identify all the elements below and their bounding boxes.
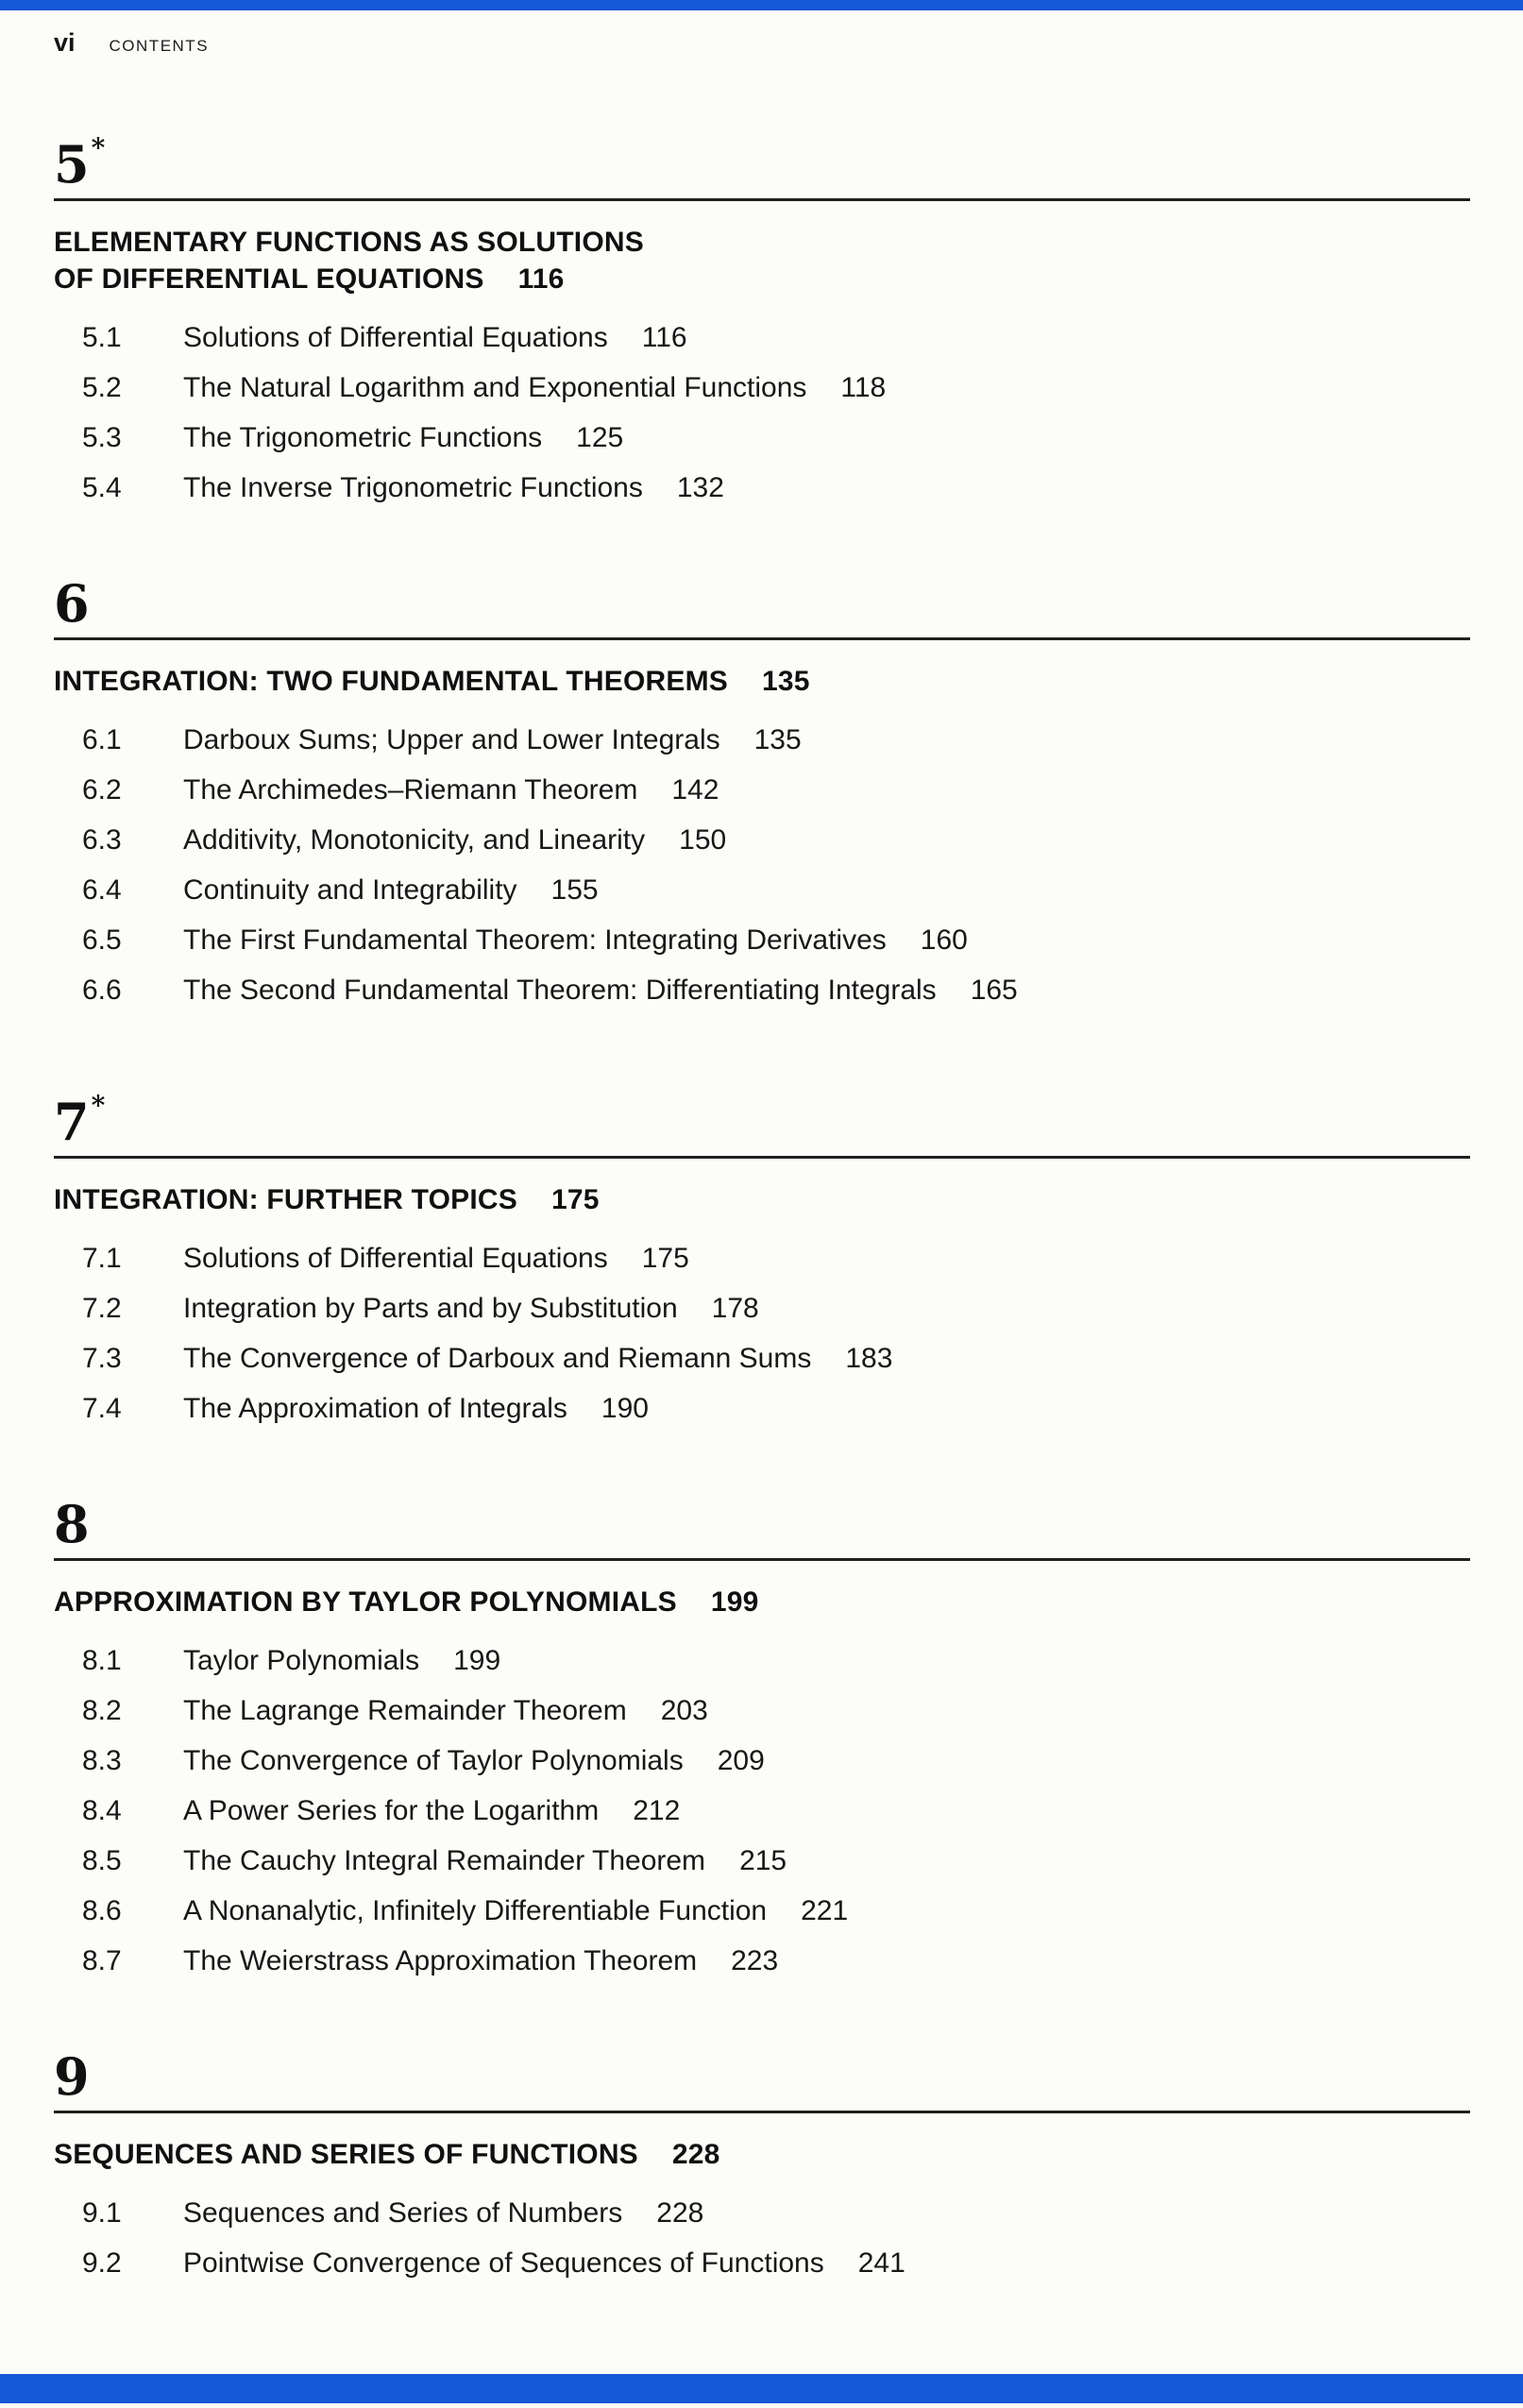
section-list — [82, 1233, 1470, 1433]
section-number: 6.2 — [82, 773, 122, 805]
chapter-star-mark: * — [91, 1089, 106, 1121]
section-row — [82, 1786, 1470, 1836]
section-number: 8.3 — [82, 1744, 122, 1776]
scan-artifact-bar-bottom — [0, 2374, 1523, 2403]
section-title: The Convergence of Darboux and Riemann Sums 183 — [183, 1342, 893, 1374]
chapter-title-line: INTEGRATION: FURTHER TOPICS 175 — [54, 1183, 600, 1215]
section-page-number: 215 — [739, 1844, 787, 1876]
section-page-number: 203 — [660, 1694, 708, 1726]
section-list — [82, 715, 1470, 1015]
section-number: 7.2 — [82, 1292, 122, 1324]
section-page-number: 116 — [641, 321, 687, 353]
chapter-number: 6 — [54, 572, 90, 634]
section-title: Solutions of Differential Equations 175 — [183, 1242, 689, 1274]
section-number: 6.1 — [82, 723, 122, 755]
chapter-page-number: 135 — [762, 665, 810, 697]
chapter-title-line: APPROXIMATION BY TAYLOR POLYNOMIALS 199 — [54, 1586, 759, 1618]
section-page-number: 118 — [840, 371, 887, 403]
chapter-list — [54, 122, 1470, 2288]
section-row — [82, 413, 1470, 463]
chapter-rule — [54, 1156, 1470, 1159]
section-number: 7.4 — [82, 1392, 122, 1424]
section-row — [82, 1233, 1470, 1283]
section-number: 6.3 — [82, 823, 122, 856]
section-page-number: 190 — [601, 1392, 649, 1424]
section-row — [82, 1686, 1470, 1736]
section-page-number: 150 — [679, 823, 727, 856]
section-row — [82, 1836, 1470, 1886]
section-number: 6.5 — [82, 924, 122, 956]
section-title: Darboux Sums; Upper and Lower Integrals 135 — [183, 723, 802, 755]
section-title: The Approximation of Integrals 190 — [183, 1392, 649, 1424]
chapter-block — [54, 572, 1470, 1015]
section-row — [82, 915, 1470, 965]
section-page-number: 175 — [641, 1242, 689, 1274]
section-title: Pointwise Convergence of Sequences of Functions 241 — [183, 2247, 905, 2279]
section-number: 8.1 — [82, 1644, 122, 1676]
chapter-rule — [54, 1558, 1470, 1561]
section-title: The Natural Logarithm and Exponential Functions 118 — [183, 371, 887, 403]
section-page-number: 223 — [731, 1944, 779, 1976]
section-row — [82, 1886, 1470, 1936]
section-number: 5.2 — [82, 371, 122, 403]
section-list — [82, 313, 1470, 513]
section-row — [82, 965, 1470, 1015]
section-number: 5.1 — [82, 321, 122, 353]
section-row — [82, 865, 1470, 915]
section-row — [82, 1333, 1470, 1383]
chapter-title-line: INTEGRATION: TWO FUNDAMENTAL THEOREMS 135 — [54, 665, 810, 697]
section-row — [82, 1736, 1470, 1786]
section-page-number: 183 — [845, 1342, 893, 1374]
section-title: The Weierstrass Approximation Theorem 223 — [183, 1944, 779, 1976]
section-title: Solutions of Differential Equations 116 — [183, 321, 687, 353]
section-title: Sequences and Series of Numbers 228 — [183, 2196, 704, 2229]
chapter-title-line: SEQUENCES AND SERIES OF FUNCTIONS 228 — [54, 2138, 720, 2170]
section-page-number: 228 — [656, 2196, 704, 2229]
chapter-block — [54, 1493, 1470, 1986]
section-page-number: 155 — [550, 873, 599, 906]
section-title: The Trigonometric Functions 125 — [183, 421, 624, 453]
section-page-number: 160 — [920, 924, 968, 956]
section-page-number: 209 — [717, 1744, 765, 1776]
section-number: 5.3 — [82, 421, 122, 453]
section-page-number: 135 — [753, 723, 802, 755]
chapter-number: 8 — [54, 1493, 90, 1554]
section-number: 8.5 — [82, 1844, 122, 1876]
chapter-page-number: 116 — [517, 263, 565, 295]
chapter-number: 9 — [54, 2045, 90, 2107]
section-title: A Power Series for the Logarithm 212 — [183, 1794, 681, 1826]
section-page-number: 132 — [676, 471, 724, 503]
chapter-page-number: 199 — [710, 1586, 759, 1618]
section-number: 9.1 — [82, 2196, 122, 2229]
section-title: The Convergence of Taylor Polynomials 209 — [183, 1744, 765, 1776]
section-row — [82, 2188, 1470, 2238]
section-row — [82, 463, 1470, 513]
section-page-number: 221 — [801, 1894, 849, 1926]
contents-label: CONTENTS — [109, 37, 210, 55]
section-page-number: 212 — [633, 1794, 681, 1826]
section-number: 8.2 — [82, 1694, 122, 1726]
scan-artifact-bar-top — [0, 0, 1523, 10]
section-row — [82, 1636, 1470, 1686]
chapter-rule — [54, 2111, 1470, 2113]
chapter-number: 5* — [54, 132, 106, 195]
section-row — [82, 1283, 1470, 1333]
section-list — [82, 1636, 1470, 1986]
chapter-rule — [54, 637, 1470, 640]
section-title: Taylor Polynomials 199 — [183, 1644, 501, 1676]
section-list — [82, 2188, 1470, 2288]
chapter-page-number: 175 — [550, 1183, 600, 1215]
section-row — [82, 715, 1470, 765]
section-row — [82, 2238, 1470, 2288]
chapter-title — [54, 2136, 1470, 2173]
section-title: The Inverse Trigonometric Functions 132 — [183, 471, 724, 503]
section-page-number: 165 — [970, 974, 1018, 1006]
page-number-label: vi — [54, 28, 76, 57]
chapter-title-line: OF DIFFERENTIAL EQUATIONS 116 — [54, 263, 565, 295]
section-number: 6.4 — [82, 873, 122, 906]
section-number: 6.6 — [82, 974, 122, 1006]
section-page-number: 199 — [453, 1644, 501, 1676]
section-title: Continuity and Integrability 155 — [183, 873, 599, 906]
section-number: 8.7 — [82, 1944, 122, 1976]
chapter-block — [54, 1079, 1470, 1433]
section-page-number: 142 — [671, 773, 719, 805]
chapter-star-mark: * — [91, 132, 106, 163]
section-number: 8.6 — [82, 1894, 122, 1926]
section-number: 9.2 — [82, 2247, 122, 2279]
section-title: The Cauchy Integral Remainder Theorem 215 — [183, 1844, 787, 1876]
chapter-number: 7* — [54, 1089, 106, 1152]
chapter-block — [54, 2045, 1470, 2288]
section-title: The First Fundamental Theorem: Integrating Derivatives 160 — [183, 924, 968, 956]
section-row — [82, 1383, 1470, 1433]
chapter-rule — [54, 198, 1470, 201]
section-title: A Nonanalytic, Infinitely Differentiable Function 221 — [183, 1894, 849, 1926]
section-title: Additivity, Monotonicity, and Linearity 150 — [183, 823, 727, 856]
section-page-number: 125 — [576, 421, 624, 453]
section-row — [82, 313, 1470, 363]
section-number: 8.4 — [82, 1794, 122, 1826]
chapter-page-number: 228 — [671, 2138, 720, 2170]
section-row — [82, 1936, 1470, 1986]
section-title: Integration by Parts and by Substitution 178 — [183, 1292, 759, 1324]
section-row — [82, 815, 1470, 865]
section-page-number: 178 — [711, 1292, 759, 1324]
chapter-title — [54, 1181, 1470, 1218]
chapter-block — [54, 122, 1470, 513]
section-title: The Second Fundamental Theorem: Differentiating Integrals 165 — [183, 974, 1018, 1006]
chapter-title — [54, 1584, 1470, 1620]
section-row — [82, 765, 1470, 815]
section-number: 7.3 — [82, 1342, 122, 1374]
page-header — [54, 28, 1470, 58]
chapter-title — [54, 663, 1470, 700]
section-title: The Archimedes–Riemann Theorem 142 — [183, 773, 719, 805]
section-title: The Lagrange Remainder Theorem 203 — [183, 1694, 708, 1726]
section-number: 5.4 — [82, 471, 122, 503]
chapter-title — [54, 224, 1470, 297]
section-row — [82, 363, 1470, 413]
section-page-number: 241 — [857, 2247, 905, 2279]
section-number: 7.1 — [82, 1242, 122, 1274]
chapter-title-line: ELEMENTARY FUNCTIONS AS SOLUTIONS — [54, 226, 644, 258]
